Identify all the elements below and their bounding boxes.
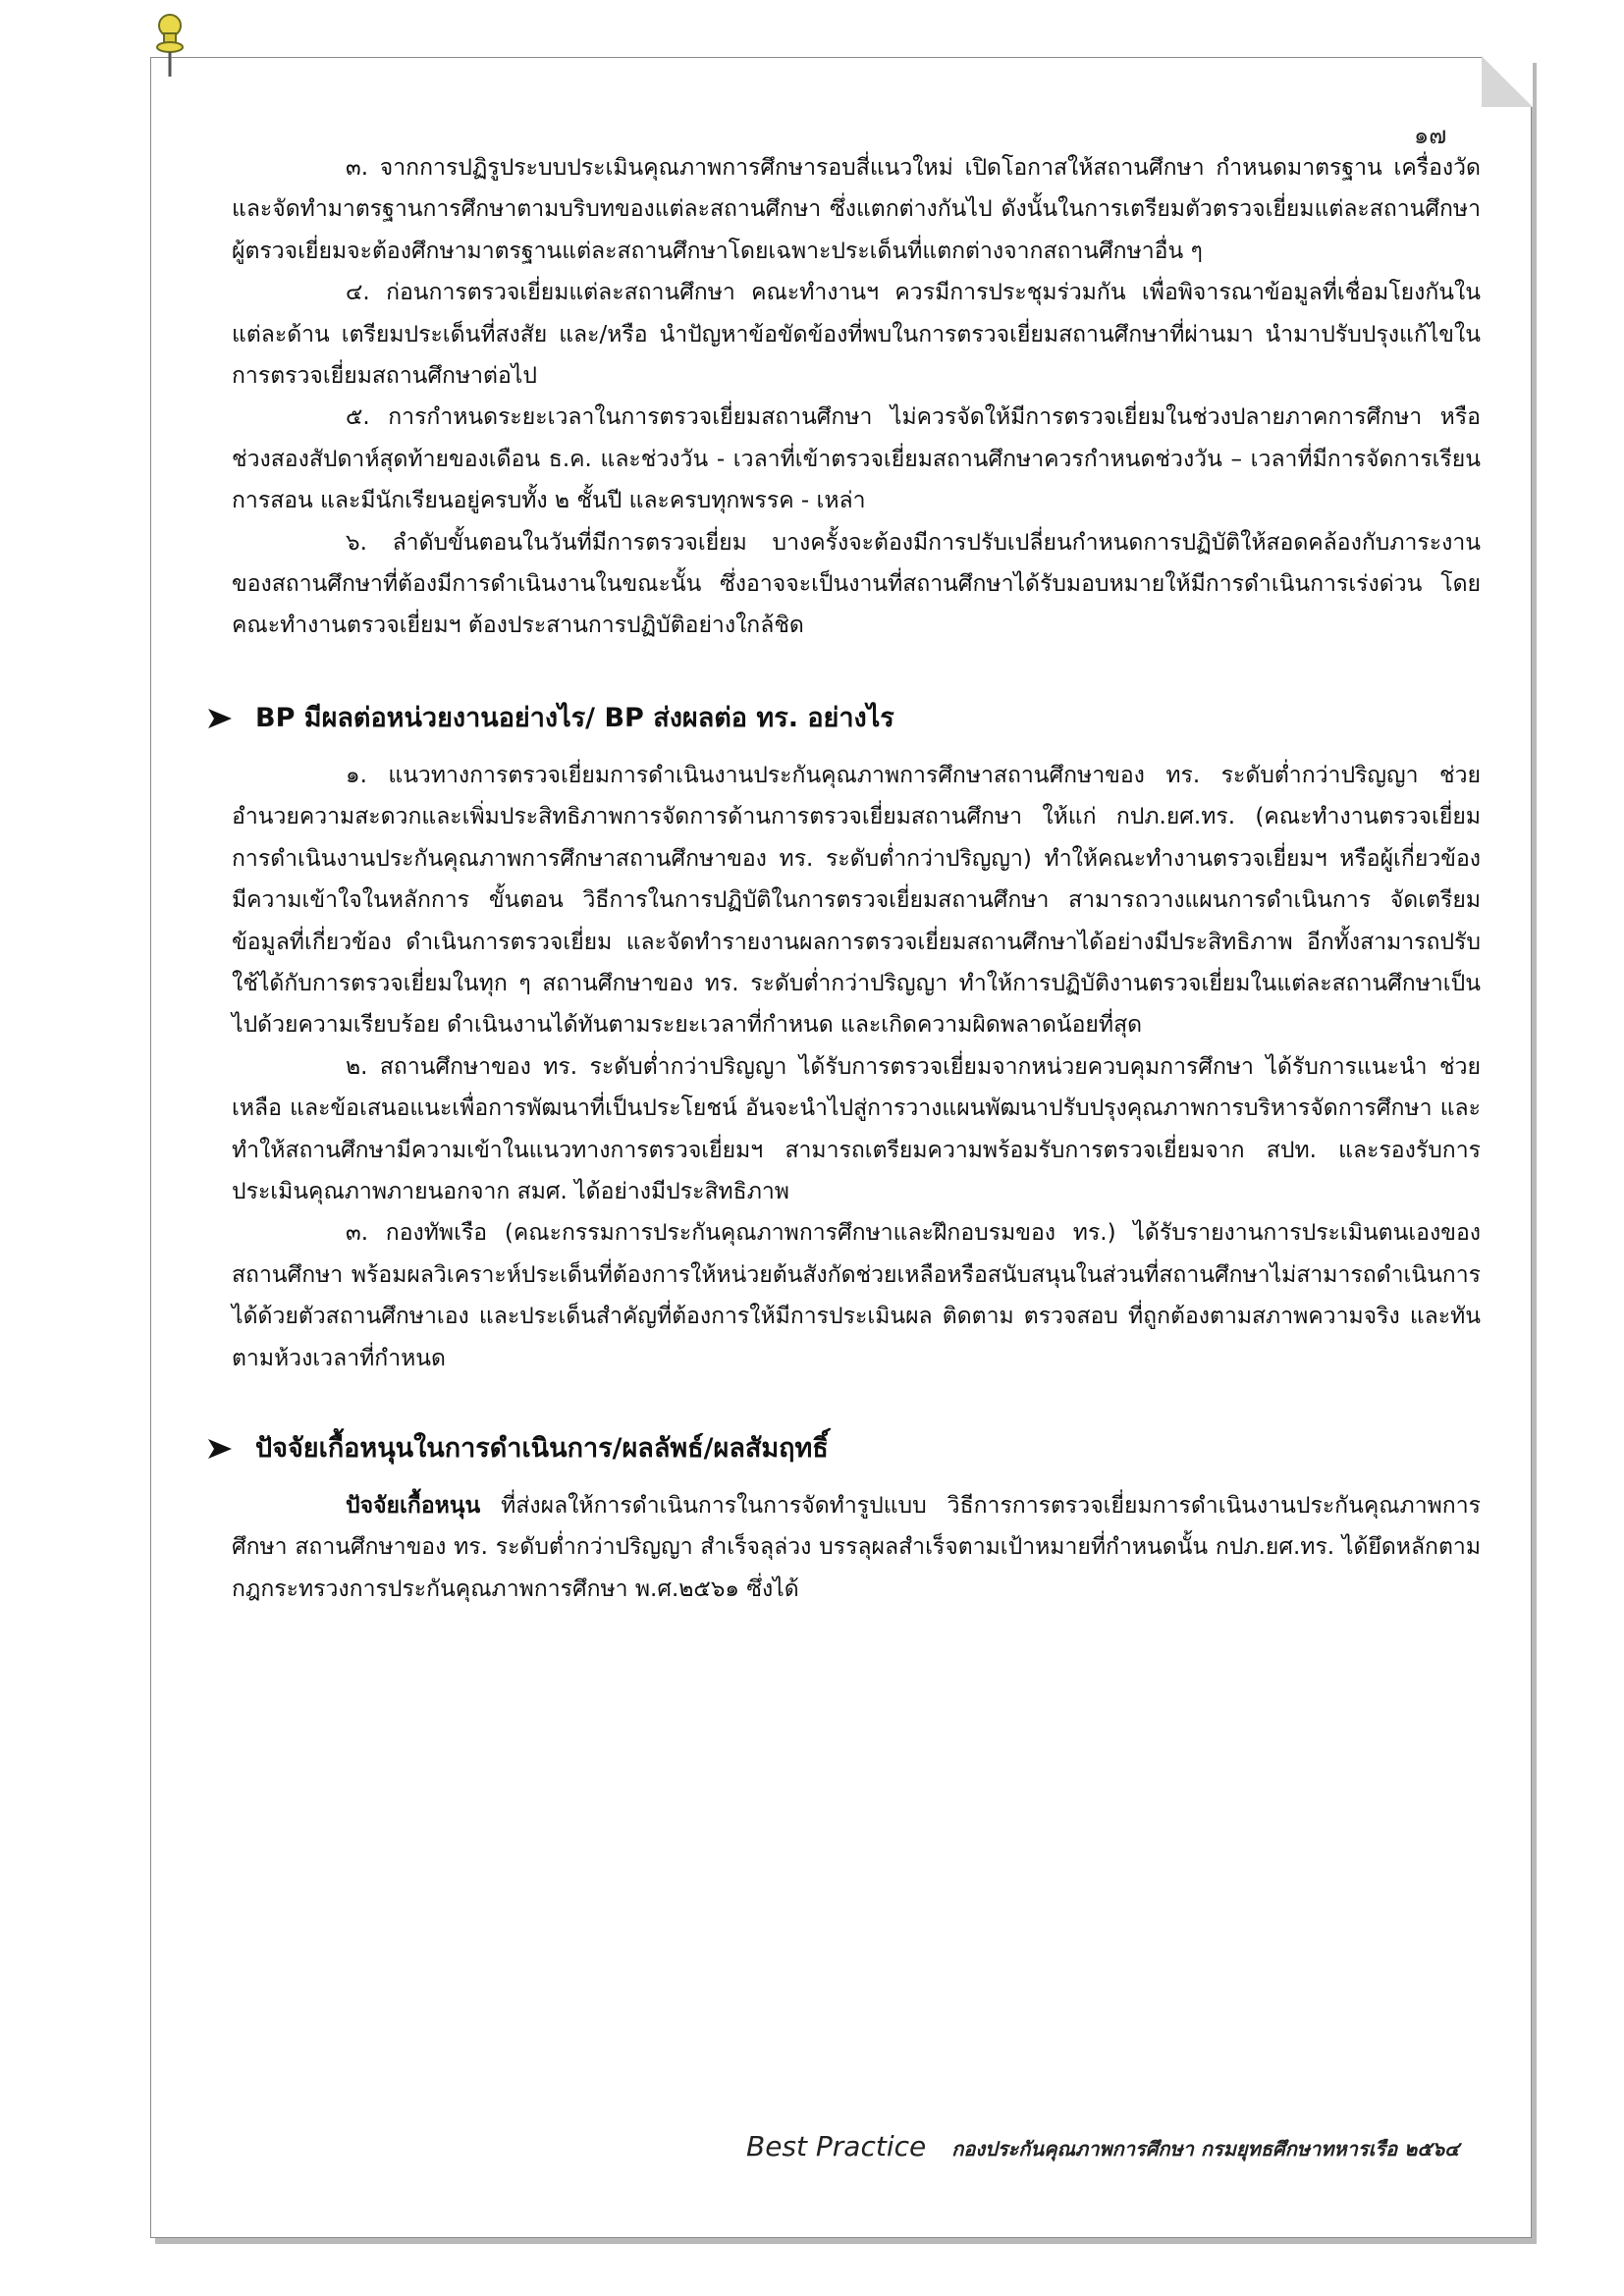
page-number: ๑๗ [1414,122,1447,149]
footer-organization: กองประกันคุณภาพการศึกษา กรมยุทธศึกษาทหารเรือ ๒๕๖๔ [951,2137,1460,2161]
section-heading-bp-impact [206,698,1481,739]
lead-text: ที่ส่งผลให้การดำเนินการในการจัดทำรูปแบบ วิธีการการตรวจเยี่ยมการดำเนินงานประกันคุณภาพการศึกษา สถานศึกษาของ ทร. ระดับต่ำกว่าปริญญา สำเร็จลุล่วง บรรลุผลสำเร็จตามเป้าหมายที่กำหนดนั้น กปภ.ยศ.ทร. ได้ยึดหลักตามกฎกระทรวงการประกันคุณภาพการศึกษา พ.ศ.๒๕๖๑ ซึ่งได้ [232,1492,1481,1602]
paragraph: ๓. จากการปฏิรูประบบประเมินคุณภาพการศึกษารอบสี่แนวใหม่ เปิดโอกาสให้สถานศึกษา กำหนดมาตรฐาน เครื่องวัด และจัดทำมาตรฐานการศึกษาตามบริบทของแต่ละสถานศึกษา ซึ่งแตกต่างกันไป ดังนั้นในการเตรียมตัวตรวจเยี่ยมแต่ละสถานศึกษา ผู้ตรวจเยี่ยมจะต้องศึกษามาตรฐานแต่ละสถานศึกษาโดยเฉพาะประเด็นที่แตกต่างจากสถานศึกษาอื่น ๆ [232,155,1481,264]
arrow-bullet-icon [206,1437,234,1461]
paragraph: ๓. กองทัพเรือ (คณะกรรมการประกันคุณภาพการศึกษาและฝึกอบรมของ ทร.) ได้รับรายงานการประเมินตนเองของสถานศึกษา พร้อมผลวิเคราะห์ประเด็นที่ต้องการให้หน่วยต้นสังกัดช่วยเหลือหรือสนับสนุนในส่วนที่สถานศึกษาไม่สามารถดำเนินการได้ด้วยตัวสถานศึกษาเอง และประเด็นสำคัญที่ต้องการให้มีการประเมินผล ติดตาม ตรวจสอบ ที่ถูกต้องตามสภาพความจริง และทันตามห้วงเวลาที่กำหนด [232,1220,1481,1371]
document-body [232,147,1481,1610]
paragraph: ๒. สถานศึกษาของ ทร. ระดับต่ำกว่าปริญญา ได้รับการตรวจเยี่ยมจากหน่วยควบคุมการศึกษา ได้รับการแนะนำ ช่วยเหลือ และข้อเสนอแนะเพื่อการพัฒนาที่เป็นประโยชน์ อันจะนำไปสู่การวางแผนพัฒนาปรับปรุงคุณภาพการบริหารจัดการศึกษา และทำให้สถานศึกษามีความเข้าในแนวทางการตรวจเยี่ยมฯ สามารถเตรียมความพร้อมรับการตรวจเยี่ยมจาก สปท. และรองรับการประเมินคุณภาพภายนอกจาก สมศ. ได้อย่างมีประสิทธิภาพ [232,1053,1481,1204]
paragraph: ๖. ลำดับขั้นตอนในวันที่มีการตรวจเยี่ยม บางครั้งจะต้องมีการปรับเปลี่ยนกำหนดการปฏิบัติให้สอดคล้องกับภาระงานของสถานศึกษาที่ต้องมีการดำเนินงานในขณะนั้น ซึ่งอาจจะเป็นงานที่สถานศึกษาได้รับมอบหมายให้มีการดำเนินการเร่งด่วน โดยคณะทำงานตรวจเยี่ยมฯ ต้องประสานการปฏิบัติอย่างใกล้ชิด [232,529,1481,639]
paragraph [232,1485,1481,1610]
paragraph: ๔. ก่อนการตรวจเยี่ยมแต่ละสถานศึกษา คณะทำงานฯ ควรมีการประชุมร่วมกัน เพื่อพิจารณาข้อมูลที่เชื่อมโยงกันในแต่ละด้าน เตรียมประเด็นที่สงสัย และ/หรือ นำปัญหาข้อขัดข้องที่พบในการตรวจเยี่ยมสถานศึกษาที่ผ่านมา นำมาปรับปรุงแก้ไขในการตรวจเยี่ยมสถานศึกษาต่อไป [232,280,1481,390]
footer-series-title: Best Practice [746,2130,927,2163]
paragraph: ๑. แนวทางการตรวจเยี่ยมการดำเนินงานประกันคุณภาพการศึกษาสถานศึกษาของ ทร. ระดับต่ำกว่าปริญญา ช่วยอำนวยความสะดวกและเพิ่มประสิทธิภาพการจัดการด้านการตรวจเยี่ยมสถานศึกษา ให้แก่ กปภ.ยศ.ทร. (คณะทำงานตรวจเยี่ยมการดำเนินงานประกันคุณภาพการศึกษาสถานศึกษาของ ทร. ระดับต่ำกว่าปริญญา) ทำให้คณะทำงานตรวจเยี่ยมฯ หรือผู้เกี่ยวข้อง มีความเข้าใจในหลักการ ขั้นตอน วิธีการในการปฏิบัติในการตรวจเยี่ยมสถานศึกษา สามารถวางแผนการดำเนินการ จัดเตรียมข้อมูลที่เกี่ยวข้อง ดำเนินการตรวจเยี่ยม และจัดทำรายงานผลการตรวจเยี่ยมสถานศึกษาได้อย่างมีประสิทธิภาพ อีกทั้งสามารถปรับใช้ได้กับการตรวจเยี่ยมในทุก ๆ สถานศึกษาของ ทร. ระดับต่ำกว่าปริญญา ทำให้การปฏิบัติงานตรวจเยี่ยมในแต่ละสถานศึกษาเป็นไปด้วยความเรียบร้อย ดำเนินงานได้ทันตามระยะเวลาที่กำหนด และเกิดความผิดพลาดน้อยที่สุด [232,762,1481,1039]
section-heading-text: ปัจจัยเกื้อหนุนในการดำเนินการ/ผลลัพธ์/ผลสัมฤทธิ์ [255,1432,829,1464]
section-heading-success-factors [206,1428,1481,1469]
pushpin-icon [153,12,187,80]
paragraph: ๕. การกำหนดระยะเวลาในการตรวจเยี่ยมสถานศึกษา ไม่ควรจัดให้มีการตรวจเยี่ยมในช่วงปลายภาคการศึกษา หรือช่วงสองสัปดาห์สุดท้ายของเดือน ธ.ค. และช่วงวัน - เวลาที่เข้าตรวจเยี่ยมสถานศึกษาควรกำหนดช่วงวัน – เวลาที่มีการจัดการเรียนการสอน และมีนักเรียนอยู่ครบทั้ง ๒ ชั้นปี และครบทุกพรรค - เหล่า [232,404,1481,514]
page-footer [746,2130,1492,2164]
arrow-bullet-icon [206,707,234,730]
lead-term: ปัจจัยเกื้อหนุน [346,1492,481,1519]
section-heading-text: BP มีผลต่อหน่วยงานอย่างไร/ BP ส่งผลต่อ ทร. อย่างไร [255,702,894,733]
page-corner-fold [1482,56,1533,107]
